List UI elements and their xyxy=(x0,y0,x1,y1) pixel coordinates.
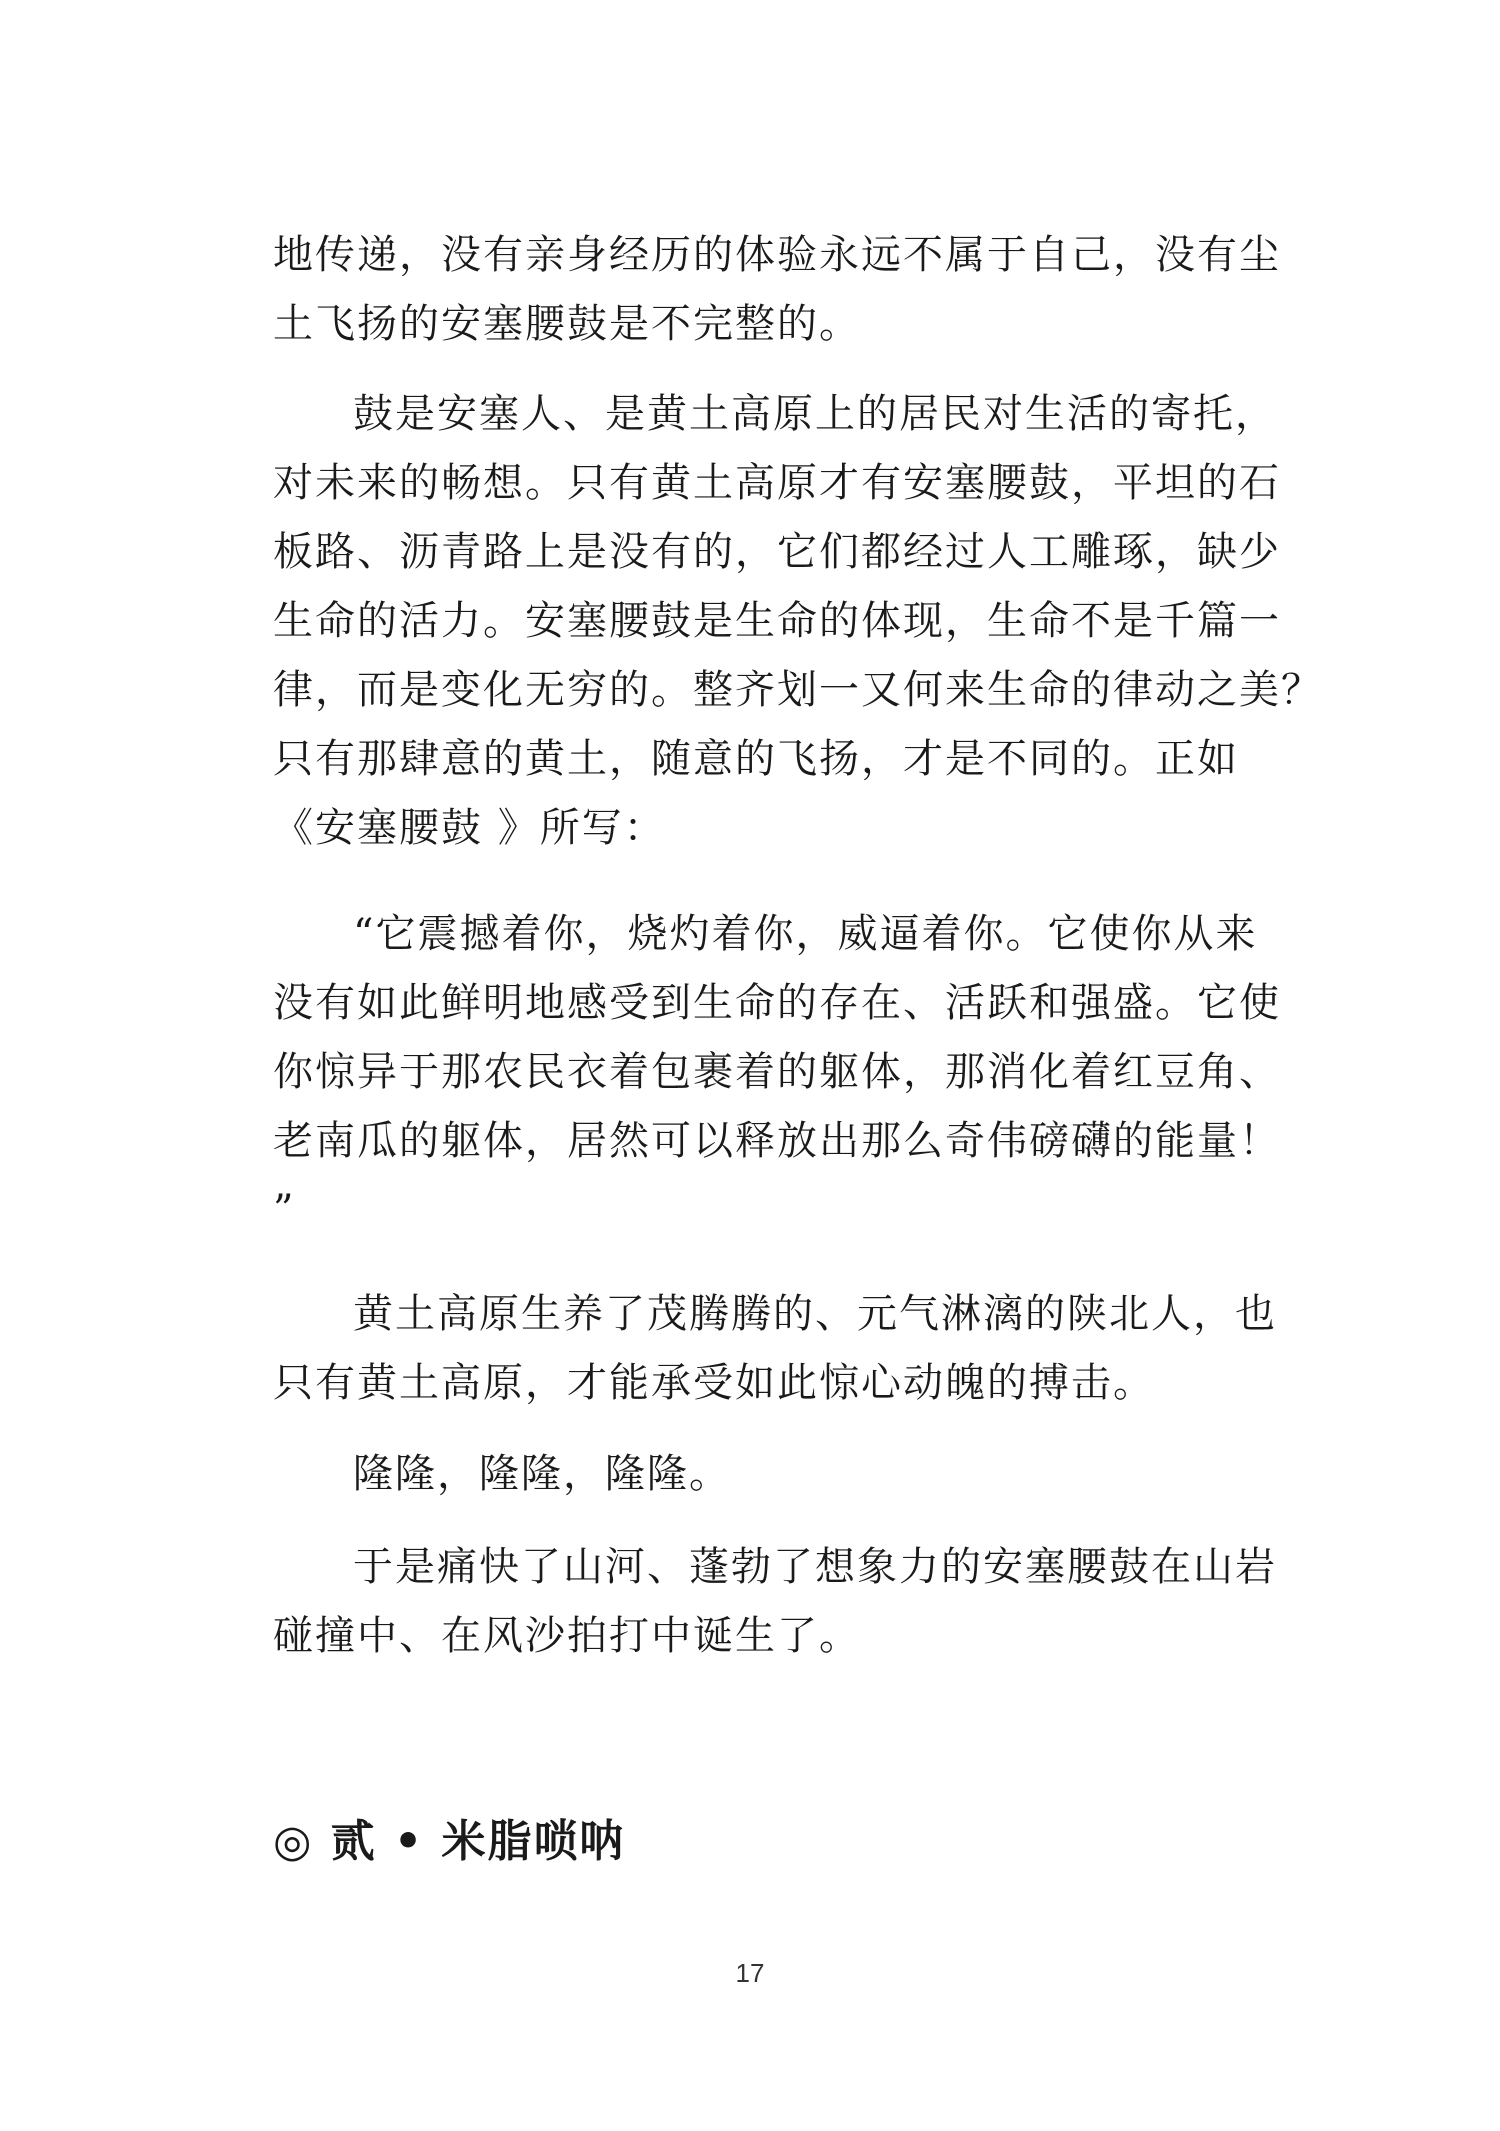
paragraph-line: 土飞扬的安塞腰鼓是不完整的。 xyxy=(273,301,861,347)
paragraph-line: 只有那肆意的黄土，随意的飞扬，才是不同的。正如 xyxy=(273,736,1239,782)
paragraph-1 xyxy=(273,221,1281,359)
paragraph-line: 《安塞腰鼓 》所写： xyxy=(273,805,666,851)
paragraph-line: 鼓是安塞人、是黄土高原上的居民对生活的寄托， xyxy=(353,391,1277,437)
paragraph-line: 律，而是变化无穷的。整齐划一又何来生命的律动之美？ xyxy=(273,667,1323,713)
paragraph-2 xyxy=(273,380,1323,863)
paragraph-line: ” xyxy=(273,1187,296,1233)
paragraph-line: 没有如此鲜明地感受到生命的存在、活跃和强盛。它使 xyxy=(273,980,1281,1026)
paragraph-line: “它震撼着你，烧灼着你，威逼着你。它使你从来 xyxy=(353,911,1258,957)
paragraph-line: 对未来的畅想。只有黄土高原才有安塞腰鼓，平坦的石 xyxy=(273,460,1281,506)
paragraph-line: 老南瓜的躯体，居然可以释放出那么奇伟磅礴的能量！ xyxy=(273,1118,1281,1164)
paragraph-line: 碰撞中、在风沙拍打中诞生了。 xyxy=(273,1613,861,1659)
paragraph-line: 你惊异于那农民衣着包裹着的躯体，那消化着红豆角、 xyxy=(273,1049,1281,1095)
page-number: 17 xyxy=(735,1958,765,1988)
quotation-paragraph xyxy=(273,900,1281,1245)
paragraph-line: 只有黄土高原，才能承受如此惊心动魄的搏击。 xyxy=(273,1360,1155,1406)
paragraph-line: 地传递，没有亲身经历的体验永远不属于自己，没有尘 xyxy=(273,232,1281,278)
paragraph-6 xyxy=(273,1533,1277,1671)
paragraph-line: 黄土高原生养了茂腾腾的、元气淋漓的陕北人，也 xyxy=(353,1291,1277,1337)
section-heading: ◎ 贰 • 米脂唢呐 xyxy=(273,1816,626,1867)
paragraph-line: 生命的活力。安塞腰鼓是生命的体现，生命不是千篇一 xyxy=(273,598,1281,644)
paragraph-line: 于是痛快了山河、蓬勃了想象力的安塞腰鼓在山岩 xyxy=(353,1544,1277,1590)
paragraph-5 xyxy=(273,1440,1233,1509)
paragraph-line: 板路、沥青路上是没有的，它们都经过人工雕琢，缺少 xyxy=(273,529,1281,575)
paragraph-4 xyxy=(273,1280,1277,1418)
paragraph-line: 隆隆，隆隆，隆隆。 xyxy=(353,1451,731,1497)
